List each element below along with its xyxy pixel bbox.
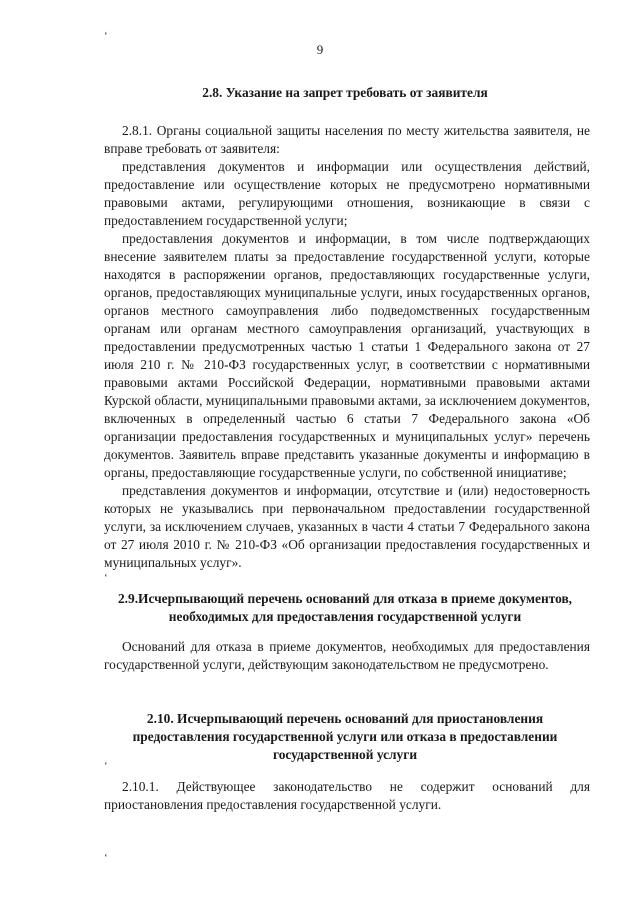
scan-mark: ‘ [104,760,108,772]
paragraph-2-8-1-item-2: предоставления документов и информации, в том числе подтверждающих внесение заявителем платы за предоставление государственной услуги, которые находятся в распоряжении органов, предоставляющих государственные услуги, органов, предоставляющих муниципальные услуги, иных государственных органов, органов местного самоуправления либо подведомственных государственным органам или органам местного самоуправления организаций, участвующих в предоставлении предусмотренных частью 1 статьи 1 Федерального закона от 27 июля 210 г. № 210-ФЗ государственных услуг, в соответствии с нормативными правовыми актами Российской Федерации, нормативными правовыми актами Курской области, муниципальными правовыми актами, за исключением документов, включенных в определенный частью 6 статьи 7 Федерального закона «Об организации предоставления государственных и муниципальных услуг» перечень документов. Заявитель вправе представить указанные документы и информацию в органы, предоставляющие государственные услуги, по собственной инициативе; [104,231,590,480]
paragraph-2-8-1-item-3: представления документов и информации, отсутствие и (или) недостоверность которых не указывались при первоначальном предоставлении государственной услуги, за исключением случаев, указанных в части 4 статьи 7 Федерального закона от 27 июля 2010 г. № 210-ФЗ «Об организации предоставления государственных и муниципальных услуг». [104,483,590,570]
scan-mark: ‘ [104,572,108,584]
paragraph-2-10-1: 2.10.1. Действующее законодательство не содержит оснований для приостановления предоставления государственной услуги. [104,779,590,812]
paragraph-2-8-1-item-1: представления документов и информации или осуществления действий, предоставление или осуществление которых не предусмотрено нормативными правовыми актами, регулирующими отношения, возникающие в связи с предоставлением государственной услуги; [104,159,590,228]
scan-mark: ‘ [104,852,108,864]
page-number: 9 [316,42,324,57]
heading-2-8: 2.8. Указание на запрет требовать от заявителя [202,85,488,100]
heading-2-9: 2.9.Исчерпывающий перечень оснований для отказа в приеме документов, необходимых для предоставления государственной услуги [117,591,573,624]
paragraph-2-9: Оснований для отказа в приеме документов, необходимых для предоставления государственной услуги, действующим законодательством не предусмотрено. [104,639,590,672]
heading-2-10: 2.10. Исчерпывающий перечень оснований для приостановления предоставления государственной услуги или отказа в предоставлении государственной услуги [132,711,558,762]
paragraph-2-8-1: 2.8.1. Органы социальной защиты населения по месту жительства заявителя, не вправе требовать от заявителя: [104,123,590,156]
scan-mark: ‘ [104,30,108,42]
